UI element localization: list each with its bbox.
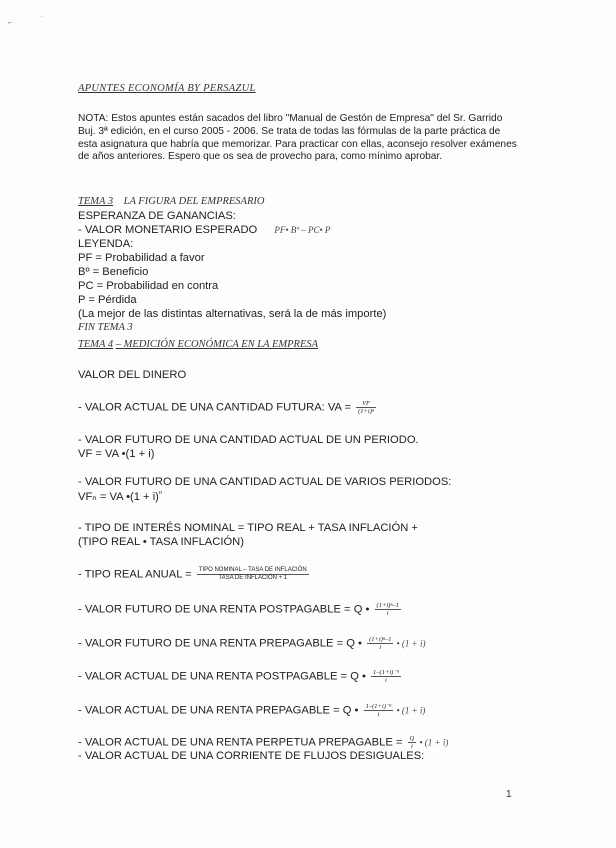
formula-va-prepagable xyxy=(78,703,425,718)
formula-tipo-real xyxy=(78,567,309,582)
formula-vf-un-periodo: - VALOR FUTURO DE UNA CANTIDAD ACTUAL DE UN PERIODO. xyxy=(78,434,419,446)
formula-text: - VALOR ACTUAL DE UNA CANTIDAD FUTURA: VA = xyxy=(78,401,352,414)
formula-vf-un-periodo-eq: VF = VA •(1 + i) xyxy=(78,448,155,460)
exponent: n xyxy=(158,490,162,496)
formula-vf-postpagable xyxy=(78,602,401,617)
fraction xyxy=(371,669,401,684)
formula-va-desiguales: - VALOR ACTUAL DE UNA CORRIENTE DE FLUJOS DESIGUALES: xyxy=(78,750,425,762)
scan-speck: ⌐ xyxy=(8,18,13,27)
equation: VFₙ = VA •(1 + i) xyxy=(78,491,159,503)
formula-tail: • (1 + i) xyxy=(396,705,426,716)
tema3-label: TEMA 3 xyxy=(78,196,114,207)
formula-vf-varios: - VALOR FUTURO DE UNA CANTIDAD ACTUAL DE VARIOS PERIODOS: xyxy=(78,476,452,488)
formula-text: - TIPO REAL ANUAL = xyxy=(78,568,192,581)
fraction-numerator: VF xyxy=(356,400,376,408)
vme-line xyxy=(78,224,330,236)
formula-vf-prepagable xyxy=(78,636,426,651)
intro-note: NOTA: Estos apuntes están sacados del libro "Manual de Gestón de Empresa" del Sr. Garrido Buj. 3ª edición, en el curso 2005 - 2006. Se trata de todas las fórmulas de la parte práctica de esta asignatura que habría que memorizar. Para practicar con ellas, aconsejo resolver exámenes de años anteriores. Espero que os sea de provecho para, como mínimo aprobar. xyxy=(78,113,517,163)
formula-text: - VALOR FUTURO DE UNA RENTA PREPAGABLE = Q • xyxy=(78,637,362,650)
fraction-numerator: (1+i)ⁿ–1 xyxy=(369,636,392,643)
fraction-denominator: (1+i)ⁿ xyxy=(358,408,374,415)
formula-text: - VALOR ACTUAL DE UNA RENTA PERPETUA PREPAGABLE = xyxy=(78,736,403,749)
fraction-numerator: Q xyxy=(409,735,415,742)
tema4-heading xyxy=(78,339,318,350)
esperanza-heading: ESPERANZA DE GANANCIAS: xyxy=(78,210,236,222)
tema4-name: – MEDICIÓN ECONÓMICA EN LA EMPRESA xyxy=(115,339,319,350)
scan-speck: · xyxy=(40,12,43,21)
fraction xyxy=(364,703,394,718)
fraction-denominator: i xyxy=(379,644,382,651)
vme-text: - VALOR MONETARIO ESPERADO xyxy=(78,224,258,236)
formula-tail: • (1 + i) xyxy=(396,638,426,649)
fraction-denominator: i xyxy=(410,743,413,750)
formula-va-perpetua xyxy=(78,735,448,750)
fraction-denominator: i xyxy=(385,677,387,684)
formula-text: - VALOR ACTUAL DE UNA RENTA POSTPAGABLE = Q • xyxy=(78,670,366,683)
fraction-numerator: TIPO NOMINAL – TASA DE INFLACIÓN xyxy=(198,567,307,573)
vme-formula: PF• Bº – PC• P xyxy=(274,225,331,235)
fraction-denominator: i xyxy=(377,711,380,718)
formula-tipo-nominal: - TIPO DE INTERÉS NOMINAL = TIPO REAL + TASA INFLACIÓN + xyxy=(78,522,418,534)
legend-item: Bº = Beneficio xyxy=(78,266,149,278)
fraction-numerator: 1–(1+i)⁻ⁿ xyxy=(365,703,392,710)
fraction-numerator: 1–(1+i)⁻ⁿ xyxy=(373,669,399,676)
fraction-denominator: TASA DE INFLACIÓN + 1 xyxy=(218,575,288,581)
formula-va-futura xyxy=(78,400,376,415)
legend-item: (La mejor de las distintas alternativas, será la de más importe) xyxy=(78,308,387,320)
legend-item: PC = Probabilidad en contra xyxy=(78,280,219,292)
leyenda-heading: LEYENDA: xyxy=(78,238,134,250)
legend-item: PF = Probabilidad a favor xyxy=(78,252,205,264)
formula-text: - VALOR FUTURO DE UNA RENTA POSTPAGABLE = Q • xyxy=(78,603,370,616)
formula-text: - VALOR ACTUAL DE UNA RENTA PREPAGABLE = Q • xyxy=(78,704,359,717)
document-title: APUNTES ECONOMÍA BY PERSAZUL xyxy=(78,83,256,94)
fraction xyxy=(408,735,417,750)
tema4-label: TEMA 4 xyxy=(78,339,114,350)
fin-tema3: FIN TEMA 3 xyxy=(78,322,133,333)
fraction-numerator: (1+i)ⁿ–1 xyxy=(376,602,399,609)
fraction xyxy=(375,602,401,617)
page-number: 1 xyxy=(506,789,512,800)
formula-vf-varios-eq xyxy=(78,490,162,503)
formula-tail: • (1 + i) xyxy=(419,737,449,748)
fraction-denominator: i xyxy=(386,610,389,617)
fraction xyxy=(367,636,393,651)
formula-va-postpagable xyxy=(78,669,401,684)
formula-tipo-nominal-cont: (TIPO REAL • TASA INFLACIÓN) xyxy=(78,536,244,548)
fraction xyxy=(197,567,309,582)
valor-dinero-heading: VALOR DEL DINERO xyxy=(78,369,187,381)
legend-item: P = Pérdida xyxy=(78,294,137,306)
tema3-name: LA FIGURA DEL EMPRESARIO xyxy=(123,196,265,207)
tema3-heading xyxy=(78,196,264,207)
fraction xyxy=(356,400,376,415)
